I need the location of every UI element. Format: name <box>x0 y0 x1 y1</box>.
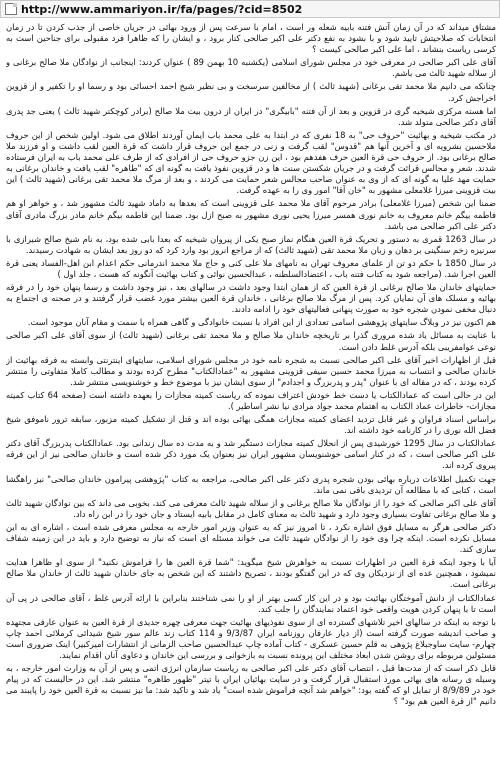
article-body <box>6 22 496 760</box>
article-paragraph: در سال 1263 قمری به دستور و تحریک قرة العین هنگام نماز صبح یکی از پیروان شیخیه که بعدا بابی شده بود، به نام شیخ صالح شیرازی با سرنیزه زخم سنگینی بر دهان و زبان ملا محمد تقی (شهید ثالث) که از مراجع انروز بود وارد کرد که دو روز بعد ایشان به شهادت رسیدند. <box>6 233 496 255</box>
article-paragraph: با توجه به اینکه در سالهای اخیر تلاشهای گسترده ای از سوی نفوذیهای بهائیت جهت معرفی چهره جدیدی از قرة العین به عنوان عارفی مجتهده و صاحب اندیشه صورت گرفته است (از دیار عارفان روزنامه ایران 9/3/87 و 114 کتاب زند عالم سور شیخ شیدائی کرملائی احمد چاپ چهارم- سایت ساوجبلاغ پژوهی به قلم حسین عسکری - کتاب آماده چاپ عبدالحسین صاحب الزمانی از انتشارات امیرکبیر) اینک ضروری است مسئولین مربوطه برای روشن شدن ابعاد مختلف این پرونده نسبت به بازخوانی و بررسی این خاندان و دعاوی آنان اقدام نمایند. <box>6 616 496 660</box>
article-paragraph: قابل ذکر است که از مدت‌ها قبل ، انتصاب آقای دکتر علی اکبر صالحی به ریاست سازمان انرژی اتمی و پس از آن به وزارت امور خارجه ، به وسیله ی رسانه های بهائی مورد استقبال قرار گرفت و در سایت بهائیان ایران با تیتر "ظهور طاهره" منتشر شد. این در حالیست که در پیام خود در 8/9/89 از تمایل او که گفته بود: "خواهم شد آنچه فراموش شده است" یاد شد و تاکید شد: ما نیز نسبت به قرة العین خود را پایبند می دانیم "از قرة العین هم بود" ؟ <box>6 663 496 707</box>
article-paragraph: هم اکنون نیز در وبلاگ سایتهای پژوهشی اسامی تعدادی از این افراد با نسبت خانوادگی و گاهی همراه با سمت و مقام آنان موجود است. <box>27 317 496 328</box>
url-text: http://www.ammariyon.ir/fa/pages/?cid=8502 <box>21 2 303 16</box>
address-bar[interactable] <box>0 0 500 18</box>
article-paragraph: آقای علی اکبر صالحی در معرفی خود در مجلس شورای اسلامی (یکشنبه 10 بهمن 89 ) عنوان کردند: اینجانب از نوادگان ملا صالح برغانی و از سلاله شهید ثالث می باشم. <box>6 57 496 79</box>
article-paragraph: عمادالکتاب در سال 1295 خورشیدی پس از انحلال کمیته مجازات دستگیر شد و به مدت ده سال زندانی بود. عمادالکتاب پدربزرگ آقای دکتر علی اکبر صالحی است ، که در کنار اسامی خوشنویسان مشهور ایران نیز بعنوان یک مورد ذکر شده است و خاندان صالحی نیز از این فرقه پیروی کرده اند. <box>6 438 496 471</box>
article-paragraph: در مکتب شیخیه و بهائیت "حروف حی" به 18 نفری که در ابتدا به علی محمد باب ایمان آوردند اطلاق می شود. اولین شخص از این حروف ملاحسین بشرویه ای و آخرین آنها هم "قدوس" لقب گرفت و زنی در جمع این حروف قرار داشت که قرة العین لقب داشت و او فرزند ملا صالح برغانی بود. از حروف حی قرة العین حرف هفدهم بود ، این زن جزو حروف حی از افرادی که از طرف علی محمد باب به ایران فرستاده شدند. شعر و مجالس قرائت گرفت و در جریان شکستن سنت ها و در قزوین نفوذ یافت به گونه ای که "طاهره" لقب یافت و خاندان برغانی به حمایت مهد علیا به گونه ای که از وی به عنوان صاحب مجالس شعر حمایت می کردند ، و بعد از مرگ ملا محمد تقی برغانی (شهید ثالث ) این بیت قزوینی میرزا غلامعلی مشهور به "خان آقا" امور وی را به عهده گرفت. <box>6 129 496 196</box>
article-paragraph: در سال 1850 با حکم دو تن از علمای معروف تهران به نامهای ملا علی کنی و حاج ملا محمد اندرمانی حکم اعدام ابن اهل-الفساد یعنی قرة العین اجرا شد. (مراجعه شود به کتاب فتنه باب ، اعتضادالسلطنه ، عبدالحسین نوائی و کتاب بهائیت آنگونه که هست ، جلد اول ) <box>6 257 496 279</box>
article-paragraph: جهت تکمیل اطلاعات درباره بهائی بودن شجره پدری دکتر علی اکبر صالحی، مراجعه به کتاب "پژوهشی پیرامون خاندان صالحی" نیز راهگشا است ، کتابی که با مطالعه آن تردیدی باقی نمی ماند. <box>6 473 496 495</box>
article-paragraph: آقای علی اکبر صالحی که خود را از نوادگان ملا صالح برغانی و از سلاله شهید ثالث معرفی می کند، بخوبی می داند که بین نوادگان شهید ثالث و ملا صالح برغانی تفاوت بسیاری وجود دارد و شهید ثالث به معنای کامل در مقابل بابیه ایستاد و جان خود را در این راه داد. <box>6 497 496 519</box>
article-paragraph: عمادالکتاب از دانش آموختگان بهائیت بود و در این کار کسی بهتر از او را نمی شناختند بنابراین با ارائه آدرس غلط ، آقای صالحی در پی آن است تا با پنهان کردن هویت واقعی خود اعتماد نمایندگان را جلب کند. <box>6 592 496 614</box>
article-paragraph: این در حالی است که عمادالکتاب یا دست خط خودش اعتراف نموده که ریاست کمیته مجازات را بعهده داشته است (صفحه 64 کتاب کمیته مجازات- خاطرات عماد الکتاب به اهتمام محمد جواد مرادی نیا نشر اساطیر ). <box>6 389 496 411</box>
article-paragraph: دکتر صالحی هرگز به مسایل فوق اشاره نکرد ، تا امروز نیز که به عنوان وزیر امور خارجه به مجلس معرفی شده است ، اشاره ای به این مسایل نکرده است. اینکه چرا وی خود را از نوادگان شهید ثالث می خواند مسئله ای است که نیاز به توضیح دارد و باید در این زمینه شفاف سازی کند. <box>6 521 496 555</box>
article-paragraph: چنانکه می دانیم ملا محمد تقی برغانی (شهید ثالث ) از مخالفین سرسخت و بی نظیر شیخ احمد احسائی بود و رسما او را تکفیر و از قزوین اخراجش کرد. <box>6 81 496 103</box>
article-paragraph: براساس اسناد فراوان و غیر قابل تردید اعضای کمیته مجازات همگی بهائی بوده اند و قتل از تشکیل کمیته مزبور، سابقه ترور ناموفق شیخ فضل الله نوری را در کارنامه خود داشته اند. <box>6 414 496 436</box>
document-icon <box>5 3 17 15</box>
article-paragraph: آیا با وجود اینکه قرة العین در اظهارات نسبت به خواهرش شیخ میگوید: "شما قرة العین ها را فراموش نکنید" از سوی او ظاهرا هدایت نمیشود ، همچنین عده ای از نزدیکان وی که در این گفتگو بودند ، تصریح داشتند که این شخص به جای خاندان شهید ثالث از خاندان ملا صالح برغانی است. <box>6 557 496 590</box>
article-paragraph: ضمنا این شخص (میرزا غلامعلی) برادر مرحوم آقای ملا محمد علی قزوینی است که بعدها به داماد شهید ثالث مشهور شد ، و خواهر او هم فاطمه بیگم خانم معروف به خانم نوری همسر میرزا یحیی نوری مشهور به صبح ازل بود. ضمنا این فاطمه بیگم خانم مادر بزرگ مادری آقای دکتر علی اکبر صالحی می باشد. <box>6 198 496 231</box>
article-paragraph: اما هسته مرکزی شیخیه گری در قزوین و بعد از آن فتنه "بابیگری" در ایران از درون بیت ملا صالح (برادر کوچکتر شهید ثالث ) یعنی جد پدری آقای دکتر صالحی متولد شد. <box>6 105 496 127</box>
article-paragraph: قبل از اظهارات اخیر آقای علی اکبر صالحی نسبت به شجره نامه خود در مجلس شورای اسلامی، سایتهای اینترنتی وابسته به فرقه بهائیت از خاندان صالحی و انتساب به میرزا محمد حسین سیفی قزوینی مشهور به "عمادالکتاب" مطرح کرده بودند و مطالب کاملا متفاوتی را منتشر کرده بودند ، که در مقاله ای با عنوان "پدر و پدربزرگ و اجدادم" از سوی ایشان نیز با موضوع خط و خوشنویسی منتشر شد. <box>6 354 496 387</box>
article-paragraph: با عنایت به مسائل یاد شده مروری گذرا بر تاریخچه خاندان ملا صالح و ملا محمد تقی برغانی (شهید ثالث) از سوی آقای علی اکبر صالحی نوعی عوامفریبی بلکه آدرس غلط دادن است. <box>6 330 496 352</box>
article-paragraph: مشتاق میداند که در آن زمان آتش فتنه بابیه شعله ور است ، امام با سرعت پس از ورود بهائی در جریان خاصی از جذب کردن تا در زمان انتخابات که صلاحیتش تایید شود و با بشود به نفع دکتر علی اکبر صالحی کنار برود ، و ایشان را که ظاهرا فرد مقبولی برای جناحین است به کرسی ریاست بنشاند ، اما علی اکبر صالحی کیست ؟ <box>6 22 496 55</box>
article-paragraph: حمایتهای خاندان ملا صالح برغانی از قرة العین که از همان ابتدا وجود داشت در سالهای بعد ، نیز وجود داشت و رسما پنهان خود را در فرقه بهائیه و مسلک های آن نمایان کرد. پس از مرگ ملا صالح برغانی ، خاندان قرة العین بیشتر مورد غضب قرار گرفتند و در صحنه ی اجتماع به دنبال مخفی نمودن شجره خود به صورت پنهانی فعالیتهای خود را ادامه دادند. <box>6 282 496 315</box>
